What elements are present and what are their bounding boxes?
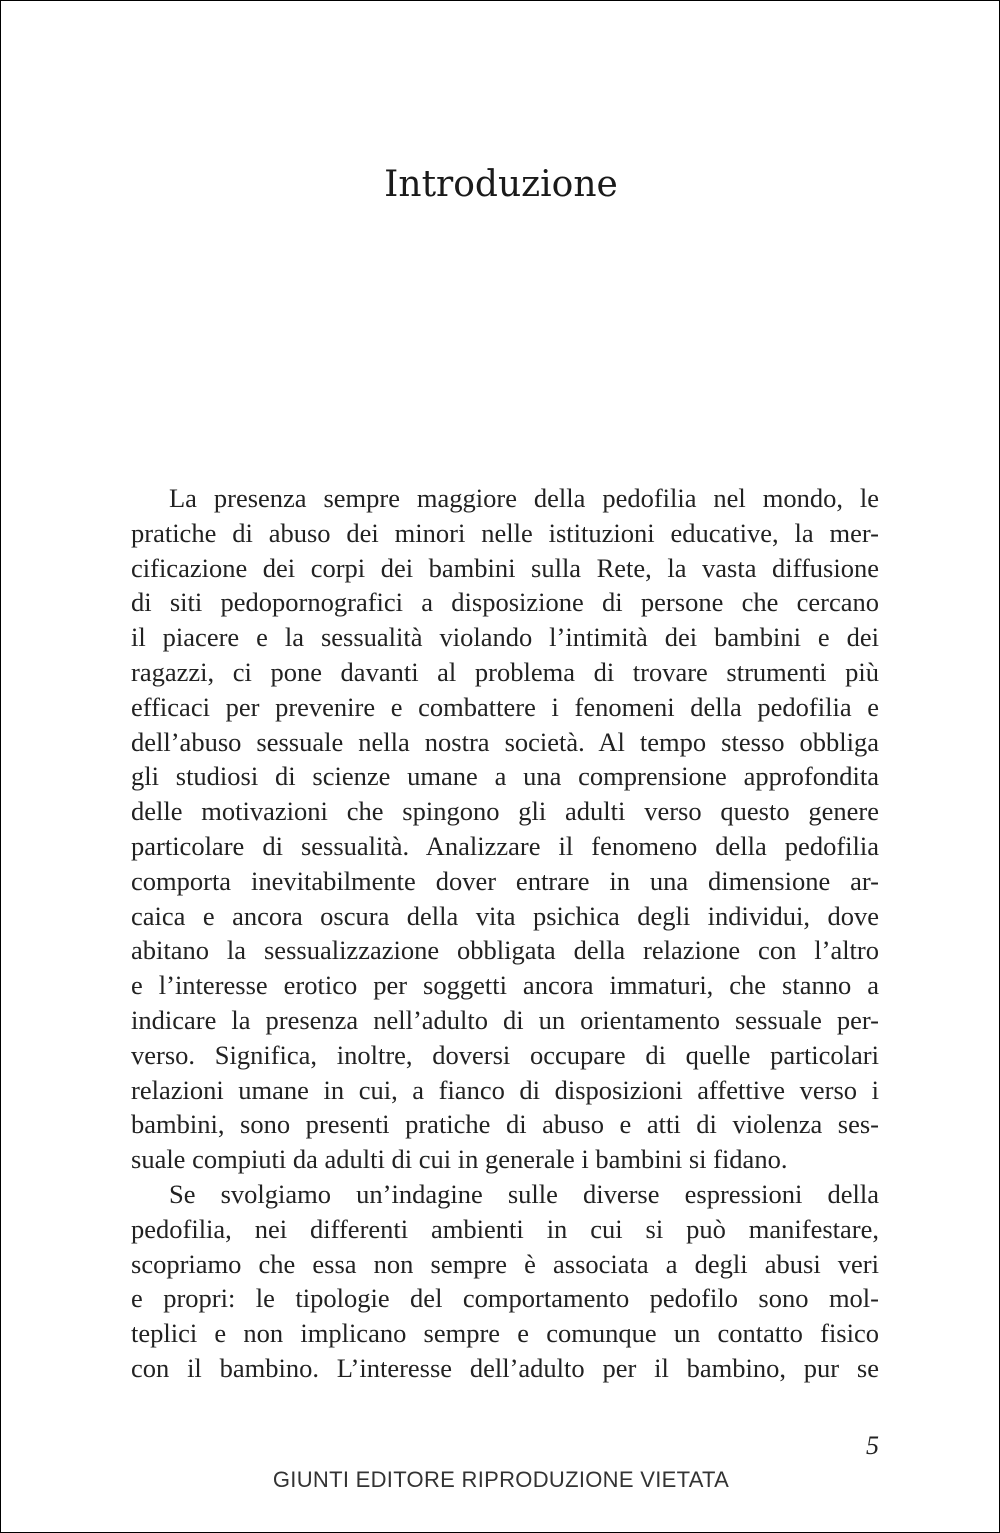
copyright-notice: GIUNTI EDITORE RIPRODUZIONE VIETATA: [272, 1467, 730, 1492]
paragraph-1-line-14: abitano la sessualizzazione obbligata della relazione con l’altro: [131, 935, 879, 966]
paragraph-1-line-10: delle motivazioni che spingono gli adulti verso questo genere: [131, 796, 879, 827]
paragraph-1-line-18: relazioni umane in cui, a fianco di disposizioni affettive verso i: [131, 1074, 879, 1105]
paragraph-1-line-9: gli studiosi di scienze umane a una comprensione approfondita: [131, 761, 879, 792]
paragraph-1-line-7: efficaci per prevenire e combattere i fenomeni della pedofilia e: [131, 691, 879, 722]
paragraph-1-line-12: comporta inevitabilmente dover entrare in una dimensione ar-: [131, 865, 879, 896]
paragraph-1-line-2: pratiche di abuso dei minori nelle istituzioni educative, la mer-: [131, 517, 879, 548]
chapter-title: Introduzione: [384, 164, 618, 205]
paragraph-1-line-20: suale compiuti da adulti di cui in generale i bambini si fidano.: [131, 1144, 788, 1175]
paragraph-2-line-5: teplici e non implicano sempre e comunque un contatto fisico: [131, 1318, 879, 1349]
paragraph-2-line-1: Se svolgiamo un’indagine sulle diverse espressioni della: [169, 1178, 879, 1209]
paragraph-2-line-3: scopriamo che essa non sempre è associata a degli abusi veri: [131, 1248, 879, 1279]
paragraph-1-line-15: e l’interesse erotico per soggetti ancora immaturi, che stanno a: [131, 970, 879, 1001]
paragraph-1-line-4: di siti pedopornografici a disposizione di persone che cercano: [131, 587, 879, 618]
body-text: [131, 481, 879, 1386]
page-number: 5: [866, 1431, 879, 1460]
paragraph-1-line-13: caica e ancora oscura della vita psichica degli individui, dove: [131, 900, 879, 931]
paragraph-2-line-4: e propri: le tipologie del comportamento pedofilo sono mol-: [131, 1283, 879, 1314]
paragraph-1-line-6: ragazzi, ci pone davanti al problema di trovare strumenti più: [131, 656, 879, 687]
paragraph-1-line-19: bambini, sono presenti pratiche di abuso e atti di violenza ses-: [131, 1109, 879, 1140]
paragraph-1-line-8: dell’abuso sessuale nella nostra società. Al tempo stesso obbliga: [131, 726, 879, 757]
paragraph-1-line-11: particolare di sessualità. Analizzare il fenomeno della pedofilia: [131, 830, 879, 861]
paragraph-1-line-1: La presenza sempre maggiore della pedofilia nel mondo, le: [169, 483, 879, 513]
paragraph-1-line-16: indicare la presenza nell’adulto di un orientamento sessuale per-: [131, 1004, 879, 1035]
paragraph-1-line-17: verso. Significa, inoltre, doversi occupare di quelle particolari: [131, 1039, 879, 1070]
paragraph-1-line-3: cificazione dei corpi dei bambini sulla Rete, la vasta diffusione: [131, 552, 879, 583]
paragraph-1-line-5: il piacere e la sessualità violando l’intimità dei bambini e dei: [131, 622, 879, 653]
paragraph-2-line-6: con il bambino. L’interesse dell’adulto per il bambino, pur se: [131, 1352, 879, 1383]
paragraph-2-line-2: pedofilia, nei differenti ambienti in cui si può manifestare,: [131, 1213, 879, 1244]
